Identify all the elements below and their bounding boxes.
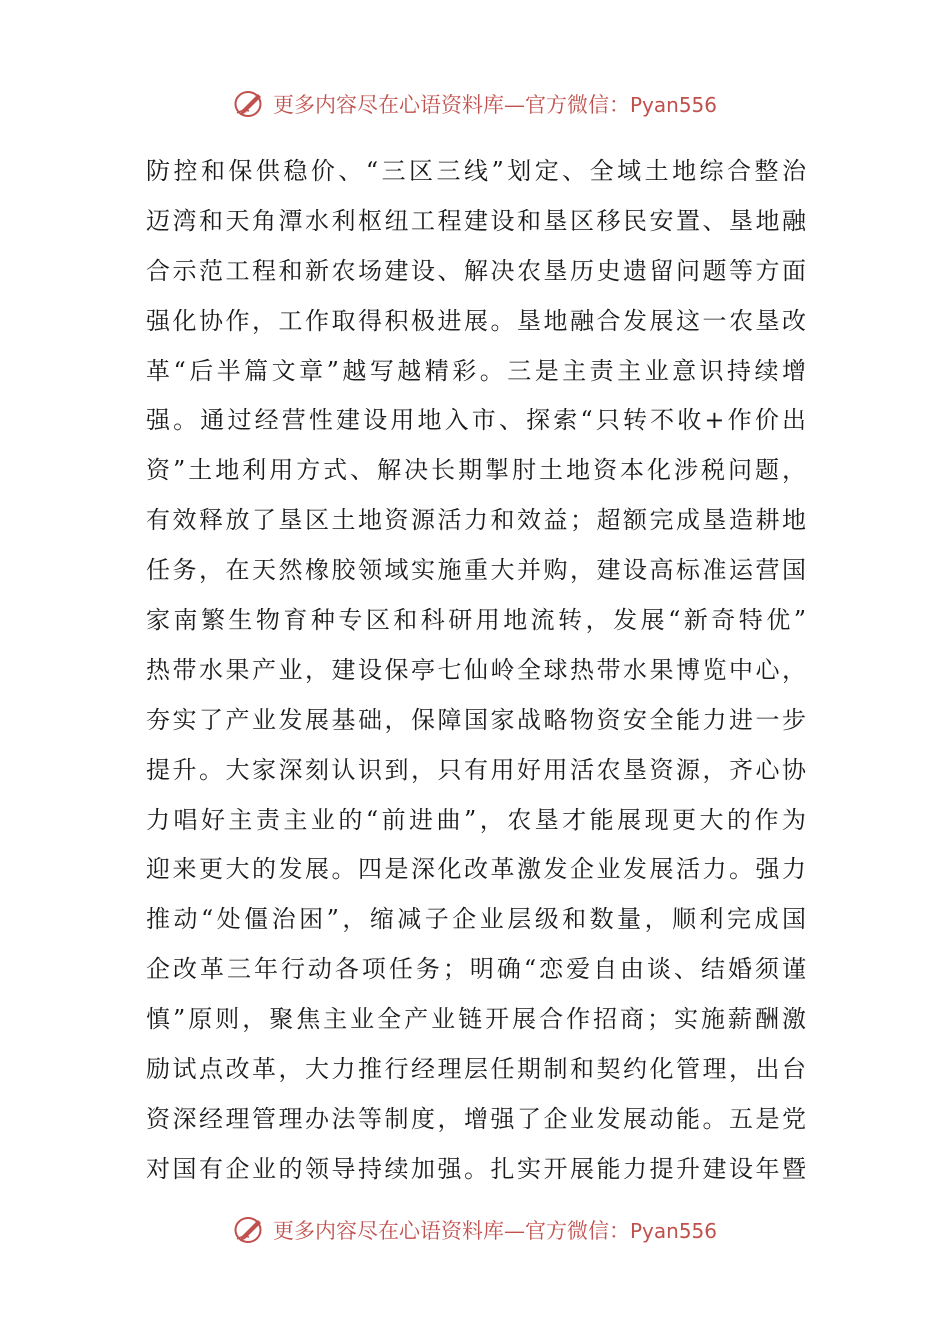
- text-line: 革“后半篇文章”越写越精彩。三是主责主业意识持续增: [146, 356, 806, 385]
- banner-text: [273, 1215, 717, 1245]
- text-line: 力唱好主责主业的“前进曲”，农垦才能展现更大的作为: [146, 805, 806, 834]
- text-line: 对国有企业的领导持续加强。扎实开展能力提升建设年暨: [146, 1154, 806, 1183]
- banner-text: [273, 89, 717, 119]
- text-line: 企改革三年行动各项任务；明确“恋爱自由谈、结婚须谨: [146, 955, 806, 984]
- text-line: 夯实了产业发展基础，保障国家战略物资安全能力进一步: [146, 705, 806, 734]
- text-line: 任务，在天然橡胶领域实施重大并购，建设高标准运营国: [146, 556, 806, 585]
- banner-site-text: 更多内容尽在心语资料库—官方微信：: [272, 1219, 630, 1243]
- banner-wechat-handle: Pyan556: [629, 1219, 717, 1243]
- text-line: 合示范工程和新农场建设、解决农垦历史遗留问题等方面: [146, 256, 806, 285]
- header-banner: [0, 84, 950, 124]
- text-line: 家南繁生物育种专区和科研用地流转，发展“新奇特优”: [146, 606, 806, 635]
- text-line: 迈湾和天角潭水利枢纽工程建设和垦区移民安置、垦地融: [146, 206, 806, 235]
- text-line: 提升。大家深刻认识到，只有用好用活农垦资源，齐心协: [146, 755, 806, 784]
- banner-site-text: 更多内容尽在心语资料库—官方微信：: [272, 93, 630, 117]
- text-line: 迎来更大的发展。四是深化改革激发企业发展活力。强力: [146, 855, 806, 884]
- text-line: 资”土地利用方式、解决长期掣肘土地资本化涉税问题，: [146, 456, 806, 485]
- text-line: 热带水果产业，建设保亭七仙岭全球热带水果博览中心，: [146, 655, 806, 684]
- text-line: 励试点改革，大力推行经理层任期制和契约化管理，出台: [146, 1055, 806, 1084]
- text-line: 防控和保供稳价、“三区三线”划定、全域土地综合整治: [146, 157, 806, 185]
- text-line: 强化协作，工作取得积极进展。垦地融合发展这一农垦改: [146, 306, 806, 335]
- banner-wechat-handle: Pyan556: [629, 93, 717, 117]
- footer-banner: [0, 1210, 950, 1250]
- text-line: 慎”原则，聚焦主业全产业链开展合作招商；实施薪酬激: [146, 1005, 806, 1034]
- text-line: 强。通过经营性建设用地入市、探索“只转不收+作价出: [146, 406, 806, 435]
- pen-circle-logo-icon: [233, 1215, 267, 1245]
- pen-circle-logo-icon: [233, 89, 267, 119]
- text-line: 有效释放了垦区土地资源活力和效益；超额完成垦造耕地: [146, 506, 806, 535]
- text-line: 资深经理管理办法等制度，增强了企业发展动能。五是党: [146, 1104, 806, 1133]
- document-body: [146, 147, 806, 1195]
- text-line: 推动“处僵治困”，缩减子企业层级和数量，顺利完成国: [146, 905, 806, 934]
